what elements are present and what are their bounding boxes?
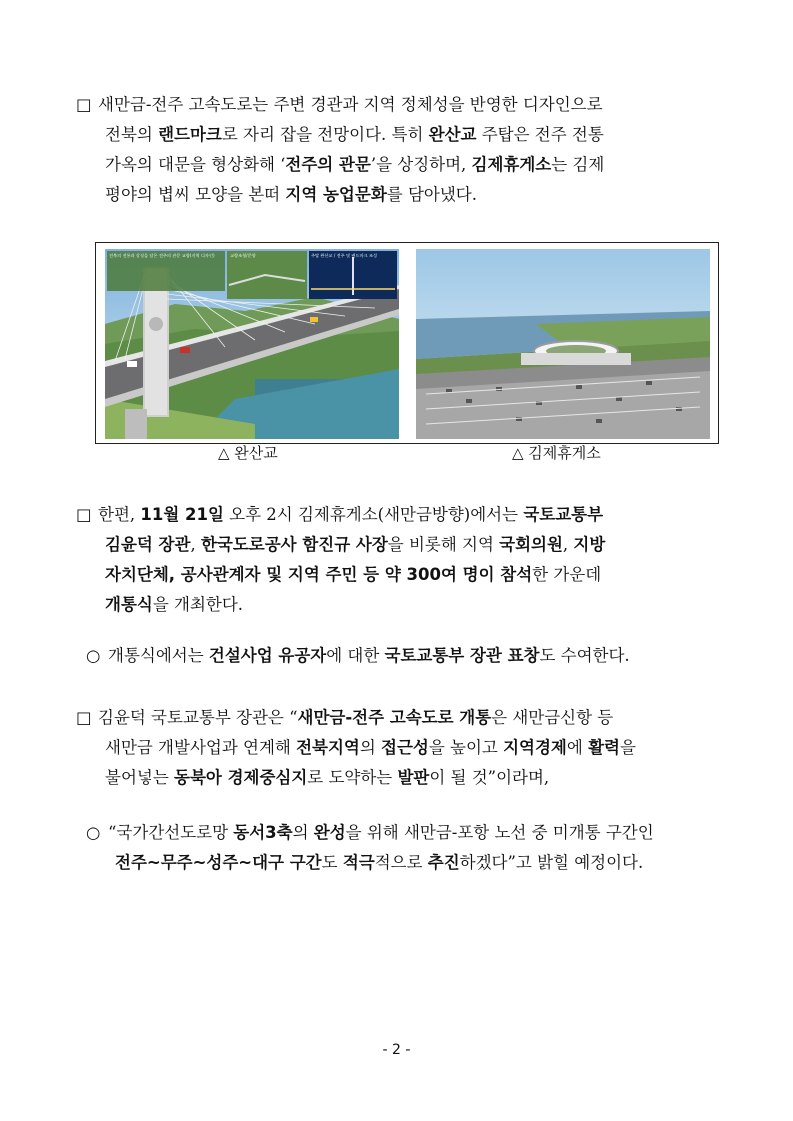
- bold-text: 한국도로공사 함진규 사장: [200, 535, 388, 554]
- text: 평야의 볍씨 모양을 본떠: [105, 185, 286, 204]
- text: 을 개최한다.: [152, 595, 244, 614]
- paragraph-ceremony: [76, 500, 726, 620]
- paragraph-line: [76, 590, 726, 620]
- bold-text: 활력: [588, 738, 620, 757]
- bullet-square: □: [76, 708, 92, 727]
- rest-area-illustration: [416, 249, 710, 439]
- text: 을 높이고: [428, 738, 504, 757]
- bold-text: 추진: [427, 853, 460, 872]
- text: 전북의: [105, 125, 159, 144]
- text: 한 가운데: [532, 565, 602, 584]
- text: 이 될 것”이라며,: [429, 768, 550, 787]
- text: 을: [619, 738, 636, 757]
- paragraph-line: [76, 733, 726, 763]
- text: 새만금-전주 고속도로는 주변 경관과 지역 정체성을 반영한 디자인으로: [98, 95, 603, 114]
- bullet-circle: ○: [86, 646, 101, 665]
- paragraph-line: [76, 560, 726, 590]
- text: 로 자리 잡을 전망이다. 특히: [221, 125, 429, 144]
- sub-bullet-award: [86, 641, 726, 671]
- text: ’을 상징하며,: [370, 155, 472, 174]
- text: 을 위해 새만금-포항 노선 중 미개통 구간인: [345, 823, 654, 842]
- bold-text: 전주~무주~성주~대구 구간: [115, 853, 322, 872]
- bold-text: 지역경제: [503, 738, 567, 757]
- inset-label: 전북의 전통과 상징을 담은 전주의 관문 교량(지역 디자인): [109, 253, 215, 258]
- bold-text: 11월 21일: [140, 505, 224, 524]
- bold-text: 국회의원: [499, 535, 563, 554]
- bold-text: 지방: [573, 535, 606, 554]
- bold-text: 동서3축: [233, 823, 293, 842]
- bold-text: 전주의 관문: [285, 155, 371, 174]
- text: 도: [321, 853, 343, 872]
- paragraph-minister: [76, 703, 726, 793]
- paragraph-line: [76, 763, 726, 793]
- text: 한편,: [98, 505, 141, 524]
- paragraph-line: [76, 703, 726, 733]
- text: 새만금 개발사업과 연계해: [105, 738, 297, 757]
- text: 로 도약하는: [307, 768, 398, 787]
- text: 를 담아냈다.: [386, 185, 477, 204]
- text: 오후 2시 김제휴게소(새만금방향)에서는: [223, 505, 524, 524]
- text: “국가간선도로망: [108, 823, 234, 842]
- bold-text: 완산교: [428, 125, 477, 144]
- text: 은 새만금신항 등: [491, 708, 614, 727]
- bold-text: 건설사업 유공자: [208, 646, 327, 665]
- paragraph-line: [86, 641, 726, 671]
- bullet-circle: ○: [86, 823, 101, 842]
- text: 김윤덕 국토교통부 장관은 “: [98, 708, 298, 727]
- bold-text: 자치단체, 공사관계자 및 지역 주민 등 약 300여 명이 참석: [105, 565, 533, 584]
- bold-text: 적극: [342, 853, 375, 872]
- paragraph-line: [76, 150, 726, 180]
- bullet-square: □: [76, 505, 92, 524]
- text: 적으로: [374, 853, 428, 872]
- bold-text: 랜드마크: [158, 125, 222, 144]
- wansan-bridge-image: [105, 249, 399, 439]
- inset-label: 교량조형/문양: [230, 253, 256, 258]
- paragraph-line: [76, 500, 726, 530]
- paragraph-line: [86, 818, 726, 848]
- bridge-illustration: [105, 249, 399, 439]
- text: 불어넣는: [105, 768, 175, 787]
- text: 는 김제: [551, 155, 605, 174]
- text: 의: [359, 738, 382, 757]
- paragraph-line: [76, 530, 726, 560]
- bold-text: 개통식: [105, 595, 153, 614]
- bold-text: 국토교통부 장관 표창: [384, 646, 540, 665]
- bold-text: 완성: [313, 823, 346, 842]
- caption-wansan-bridge: △ 완산교: [218, 444, 278, 462]
- text: 에 대한: [326, 646, 385, 665]
- paragraph-line: [76, 90, 726, 120]
- figure-box: [95, 242, 719, 444]
- inset-label: 주탑 완산교 / 전주 및 랜드마크 조성: [311, 253, 378, 258]
- sub-bullet-corridor: [86, 818, 726, 878]
- text: 하겠다”고 밝힐 예정이다.: [459, 853, 644, 872]
- bold-text: 동북아 경제중심지: [174, 768, 308, 787]
- bold-text: 김윤덕 장관: [105, 535, 191, 554]
- text: 도 수여한다.: [539, 646, 630, 665]
- text: ,: [562, 535, 574, 554]
- text: 의: [292, 823, 314, 842]
- page-number: - 2 -: [382, 1042, 411, 1058]
- paragraph-line: [86, 848, 726, 878]
- paragraph-design: [76, 90, 726, 210]
- bold-text: 새만금-전주 고속도로 개통: [297, 708, 492, 727]
- text: 개통식에서는: [108, 646, 209, 665]
- bold-text: 지역 농업문화: [285, 185, 387, 204]
- bold-text: 전북지역: [296, 738, 360, 757]
- text: ,: [190, 535, 201, 554]
- bold-text: 국토교통부: [523, 505, 604, 524]
- gimje-rest-area-image: [416, 249, 710, 439]
- bullet-square: □: [76, 95, 92, 114]
- bold-text: 접근성: [381, 738, 429, 757]
- bold-text: 김제휴게소: [471, 155, 552, 174]
- text: 을 비롯해 지역: [387, 535, 500, 554]
- text: 가옥의 대문을 형상화해 ‘: [105, 155, 286, 174]
- paragraph-line: [76, 120, 726, 150]
- paragraph-line: [76, 180, 726, 210]
- text: 에: [566, 738, 589, 757]
- bold-text: 발판: [397, 768, 430, 787]
- text: 주탑은 전주 전통: [476, 125, 604, 144]
- caption-gimje-rest-area: △ 김제휴게소: [512, 444, 601, 462]
